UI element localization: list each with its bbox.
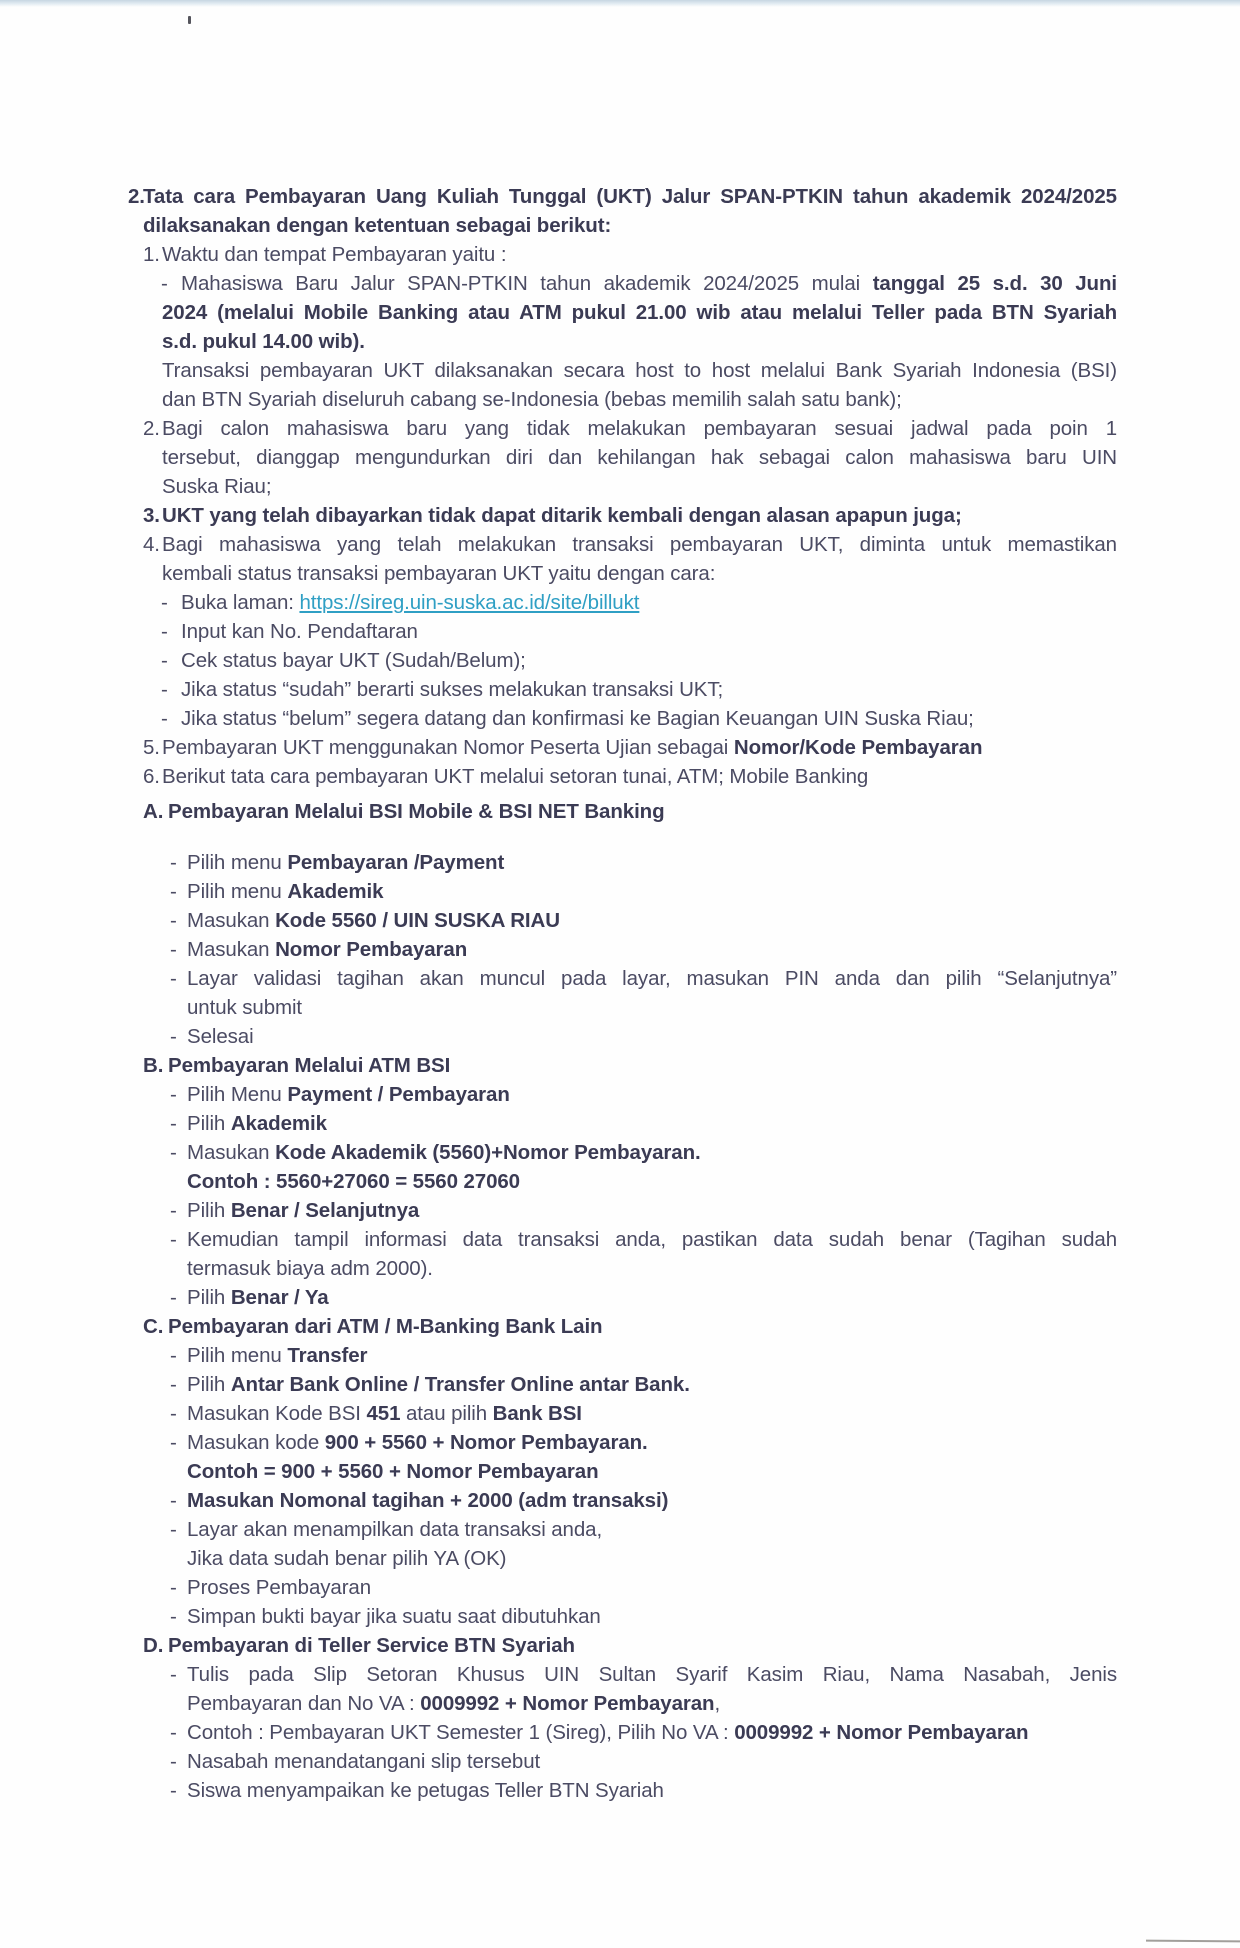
text-line: [162, 385, 1117, 414]
text-run: Jika status “belum” segera datang dan konfirmasi ke Bagian Keuangan UIN Suska Riau;: [181, 707, 974, 730]
text-run: dan BTN Syariah diseluruh cabang se-Indonesia (bebas memilih salah satu bank);: [162, 388, 902, 411]
text-line: [170, 1515, 1117, 1544]
text-run: Contoh = 900 + 5560 + Nomor Pembayaran: [187, 1460, 599, 1483]
list-marker: -: [170, 938, 177, 961]
text-run: 0009992 + Nomor Pembayaran: [734, 1721, 1029, 1744]
text-run: Tulis pada Slip Setoran Khusus UIN Sultan Syarif Kasim Riau, Nama Nasabah, Jenis: [187, 1663, 1117, 1686]
text-run: Akademik: [230, 1112, 327, 1135]
text-line: [161, 269, 1118, 298]
text-run: Nomor Pembayaran: [275, 938, 468, 961]
text-line: [143, 762, 1117, 791]
text-run: Payment / Pembayaran: [287, 1083, 510, 1106]
text-run: Selesai: [187, 1025, 254, 1048]
text-run: Jika status “sudah” berarti sukses melakukan transaksi UKT;: [181, 678, 724, 701]
text-run: Pilih: [187, 1199, 231, 1222]
text-line: [187, 1167, 1117, 1196]
text-run: s.d. pukul 14.00 wib).: [162, 330, 365, 353]
text-line: [170, 1776, 1117, 1805]
list-marker: -: [170, 1721, 177, 1744]
list-marker: -: [170, 1025, 177, 1048]
list-marker: -: [170, 1431, 177, 1454]
list-marker: 4.: [143, 533, 160, 556]
list-marker: -: [170, 1112, 177, 1135]
text-run: Pilih: [187, 1286, 231, 1309]
text-run: Masukan: [187, 909, 276, 932]
text-run: Layar validasi tagihan akan muncul pada layar, masukan PIN anda dan pilih “Selanjutnya”: [187, 967, 1117, 990]
list-marker: 5.: [143, 736, 160, 759]
text-run: Bagi calon mahasiswa baru yang tidak melakukan pembayaran sesuai jadwal pada poin 1: [162, 417, 1117, 440]
text-run: 0009992 + Nomor Pembayaran: [420, 1692, 715, 1715]
text-line: [143, 1312, 1117, 1341]
list-marker: -: [170, 1199, 177, 1222]
text-line: [161, 588, 1117, 617]
text-run: Buka laman:: [181, 591, 300, 614]
text-line: [170, 1022, 1117, 1051]
text-run: dilaksanakan dengan ketentuan sebagai berikut:: [143, 214, 612, 237]
text-line: [170, 1138, 1117, 1167]
list-marker: -: [170, 1576, 177, 1599]
text-run: Kode Akademik (5560)+Nomor Pembayaran.: [275, 1141, 701, 1164]
text-run: Pembayaran dan No VA :: [187, 1692, 421, 1715]
list-marker: -: [170, 880, 177, 903]
text-line: [187, 1544, 1117, 1573]
text-run: UKT yang telah dibayarkan tidak dapat ditarik kembali dengan alasan apapun juga;: [162, 504, 962, 527]
text-run: Tata cara Pembayaran Uang Kuliah Tunggal (UKT) Jalur SPAN-PTKIN tahun akademik 2024/2025: [143, 185, 1117, 208]
text-run: Waktu dan tempat Pembayaran yaitu :: [162, 243, 507, 266]
billing-status-link[interactable]: https://sireg.uin-suska.ac.id/site/billukt: [299, 591, 640, 614]
list-marker: -: [170, 1402, 177, 1425]
text-run: Simpan bukti bayar jika suatu saat dibutuhkan: [187, 1605, 601, 1628]
text-run: Siswa menyampaikan ke petugas Teller BTN Syariah: [187, 1779, 664, 1802]
text-line: [170, 1660, 1117, 1689]
list-marker: D.: [143, 1634, 164, 1657]
text-line: [170, 1718, 1117, 1747]
text-run: Transfer: [287, 1344, 368, 1367]
text-run: untuk submit: [187, 996, 303, 1019]
text-run: Benar / Selanjutnya: [230, 1199, 420, 1222]
list-marker: -: [170, 1779, 177, 1802]
text-run: Pembayaran Melalui BSI Mobile & BSI NET Banking: [168, 800, 665, 823]
list-marker: -: [161, 272, 168, 295]
scan-edge-top: [0, 0, 1240, 7]
text-line: [143, 240, 1117, 269]
text-line: [170, 1080, 1117, 1109]
text-run: Layar akan menampilkan data transaksi anda,: [187, 1518, 603, 1541]
text-line: [170, 848, 1117, 877]
text-run: Pilih menu: [187, 1344, 288, 1367]
list-marker: -: [170, 909, 177, 932]
list-marker: -: [170, 1750, 177, 1773]
list-marker: 1.: [143, 243, 160, 266]
text-run: Akademik: [287, 880, 384, 903]
text-line: [187, 993, 1117, 1022]
text-run: Benar / Ya: [230, 1286, 329, 1309]
text-line: [170, 1109, 1117, 1138]
text-run: Masukan Kode BSI: [187, 1402, 367, 1425]
text-line: [187, 1457, 1117, 1486]
list-marker: -: [170, 1344, 177, 1367]
text-line: [143, 211, 1117, 240]
text-run: Pembayaran /Payment: [287, 851, 505, 874]
ink-speck: [188, 16, 191, 24]
text-line: [162, 356, 1117, 385]
text-line: [143, 1631, 1117, 1660]
text-run: Masukan kode: [187, 1431, 325, 1454]
list-marker: -: [161, 591, 168, 614]
document-content: [0, 182, 1240, 1805]
text-line: [143, 1051, 1117, 1080]
text-run: Contoh : 5560+27060 = 5560 27060: [187, 1170, 520, 1193]
text-run: ,: [714, 1692, 721, 1715]
text-run: Berikut tata cara pembayaran UKT melalui setoran tunai, ATM; Mobile Banking: [162, 765, 869, 788]
text-line: [161, 704, 1117, 733]
text-line: [170, 906, 1117, 935]
list-marker: -: [170, 1083, 177, 1106]
list-marker: -: [170, 1228, 177, 1251]
list-marker: B.: [143, 1054, 164, 1077]
text-run: Nomor/Kode Pembayaran: [733, 736, 983, 759]
text-line: [162, 327, 1117, 356]
text-line: [170, 1602, 1117, 1631]
list-marker: -: [170, 1518, 177, 1541]
text-run: Cek status bayar UKT (Sudah/Belum);: [181, 649, 526, 672]
text-line: [143, 501, 1117, 530]
text-run: Nasabah menandatangani slip tersebut: [187, 1750, 541, 1773]
text-line: [170, 1747, 1117, 1776]
text-line: [143, 733, 1117, 762]
text-run: Pilih: [187, 1373, 231, 1396]
list-marker: -: [170, 1286, 177, 1309]
list-marker: 3.: [143, 504, 160, 527]
text-run: Input kan No. Pendaftaran: [181, 620, 418, 643]
text-line: [170, 1225, 1117, 1254]
text-line: [170, 1283, 1117, 1312]
text-run: Pembayaran UKT menggunakan Nomor Peserta Ujian sebagai: [162, 736, 734, 759]
list-marker: -: [170, 1663, 177, 1686]
list-marker: 2.: [143, 417, 160, 440]
text-run: Antar Bank Online / Transfer Online antar Bank.: [230, 1373, 690, 1396]
text-run: Pilih Menu: [187, 1083, 288, 1106]
text-line: [143, 530, 1117, 559]
text-line: [143, 414, 1117, 443]
text-line: [161, 617, 1117, 646]
text-run: tanggal 25 s.d. 30 Juni: [872, 272, 1118, 295]
text-run: Jika data sudah benar pilih YA (OK): [187, 1547, 507, 1570]
list-marker: -: [170, 967, 177, 990]
text-run: Suska Riau;: [162, 475, 272, 498]
text-run: Contoh : Pembayaran UKT Semester 1 (Sireg), Pilih No VA :: [187, 1721, 735, 1744]
text-run: 2024 (melalui Mobile Banking atau ATM pukul 21.00 wib atau melalui Teller pada BTN Syariah: [162, 301, 1117, 324]
text-run: Pembayaran Melalui ATM BSI: [168, 1054, 451, 1077]
text-line: [170, 1341, 1117, 1370]
list-marker: -: [161, 678, 168, 701]
text-line: [170, 1399, 1117, 1428]
text-line: [170, 1486, 1117, 1515]
text-line: [170, 1573, 1117, 1602]
text-line: [170, 877, 1117, 906]
text-run: Masukan: [187, 1141, 276, 1164]
text-run: termasuk biaya adm 2000).: [187, 1257, 433, 1280]
list-marker: -: [170, 851, 177, 874]
list-marker: -: [161, 649, 168, 672]
text-run: Mahasiswa Baru Jalur SPAN-PTKIN tahun akademik 2024/2025 mulai: [181, 272, 873, 295]
text-line: [170, 1196, 1117, 1225]
text-line: [170, 1428, 1117, 1457]
text-line: [162, 472, 1117, 501]
text-run: 451: [366, 1402, 401, 1425]
list-marker: -: [170, 1489, 177, 1512]
text-run: kembali status transaksi pembayaran UKT yaitu dengan cara:: [162, 562, 716, 585]
list-marker: -: [170, 1373, 177, 1396]
text-run: Bagi mahasiswa yang telah melakukan transaksi pembayaran UKT, diminta untuk memastikan: [162, 533, 1117, 556]
text-run: atau pilih: [400, 1402, 493, 1425]
text-run: Masukan: [187, 938, 276, 961]
list-marker: -: [170, 1141, 177, 1164]
text-line: [170, 1370, 1117, 1399]
text-line: [162, 298, 1117, 327]
text-run: Pilih menu: [187, 880, 288, 903]
text-run: Proses Pembayaran: [187, 1576, 372, 1599]
list-marker: A.: [143, 800, 164, 823]
list-marker: C.: [143, 1315, 164, 1338]
list-marker: -: [161, 620, 168, 643]
list-marker: -: [161, 707, 168, 730]
text-line: [170, 935, 1117, 964]
text-line: [161, 646, 1117, 675]
text-run: tersebut, dianggap mengundurkan diri dan kehilangan hak sebagai calon mahasiswa baru UIN: [162, 446, 1117, 469]
text-line: [187, 1689, 1117, 1718]
list-marker: 2.: [128, 185, 145, 208]
text-line: [162, 559, 1117, 588]
text-run: Bank BSI: [492, 1402, 582, 1425]
text-run: Pilih: [187, 1112, 231, 1135]
text-line: [128, 182, 1117, 211]
text-run: Pembayaran di Teller Service BTN Syariah: [168, 1634, 575, 1657]
list-marker: 6.: [143, 765, 160, 788]
text-run: Transaksi pembayaran UKT dilaksanakan secara host to host melalui Bank Syariah Indonesia (BSI): [162, 359, 1117, 382]
text-line: [161, 675, 1117, 704]
text-run: Kemudian tampil informasi data transaksi anda, pastikan data sudah benar (Tagihan sudah: [187, 1228, 1117, 1251]
text-line: [143, 797, 1117, 826]
text-run: Masukan Nomonal tagihan + 2000 (adm transaksi): [187, 1489, 669, 1512]
text-run: 900 + 5560 + Nomor Pembayaran.: [324, 1431, 648, 1454]
scan-edge-bottom-right: [1146, 1940, 1240, 1943]
text-line: [187, 1254, 1117, 1283]
text-run: Pilih menu: [187, 851, 288, 874]
text-run: Pembayaran dari ATM / M-Banking Bank Lain: [168, 1315, 603, 1338]
list-marker: -: [170, 1605, 177, 1628]
text-line: [170, 964, 1117, 993]
text-run: Kode 5560 / UIN SUSKA RIAU: [275, 909, 560, 932]
text-line: [162, 443, 1117, 472]
